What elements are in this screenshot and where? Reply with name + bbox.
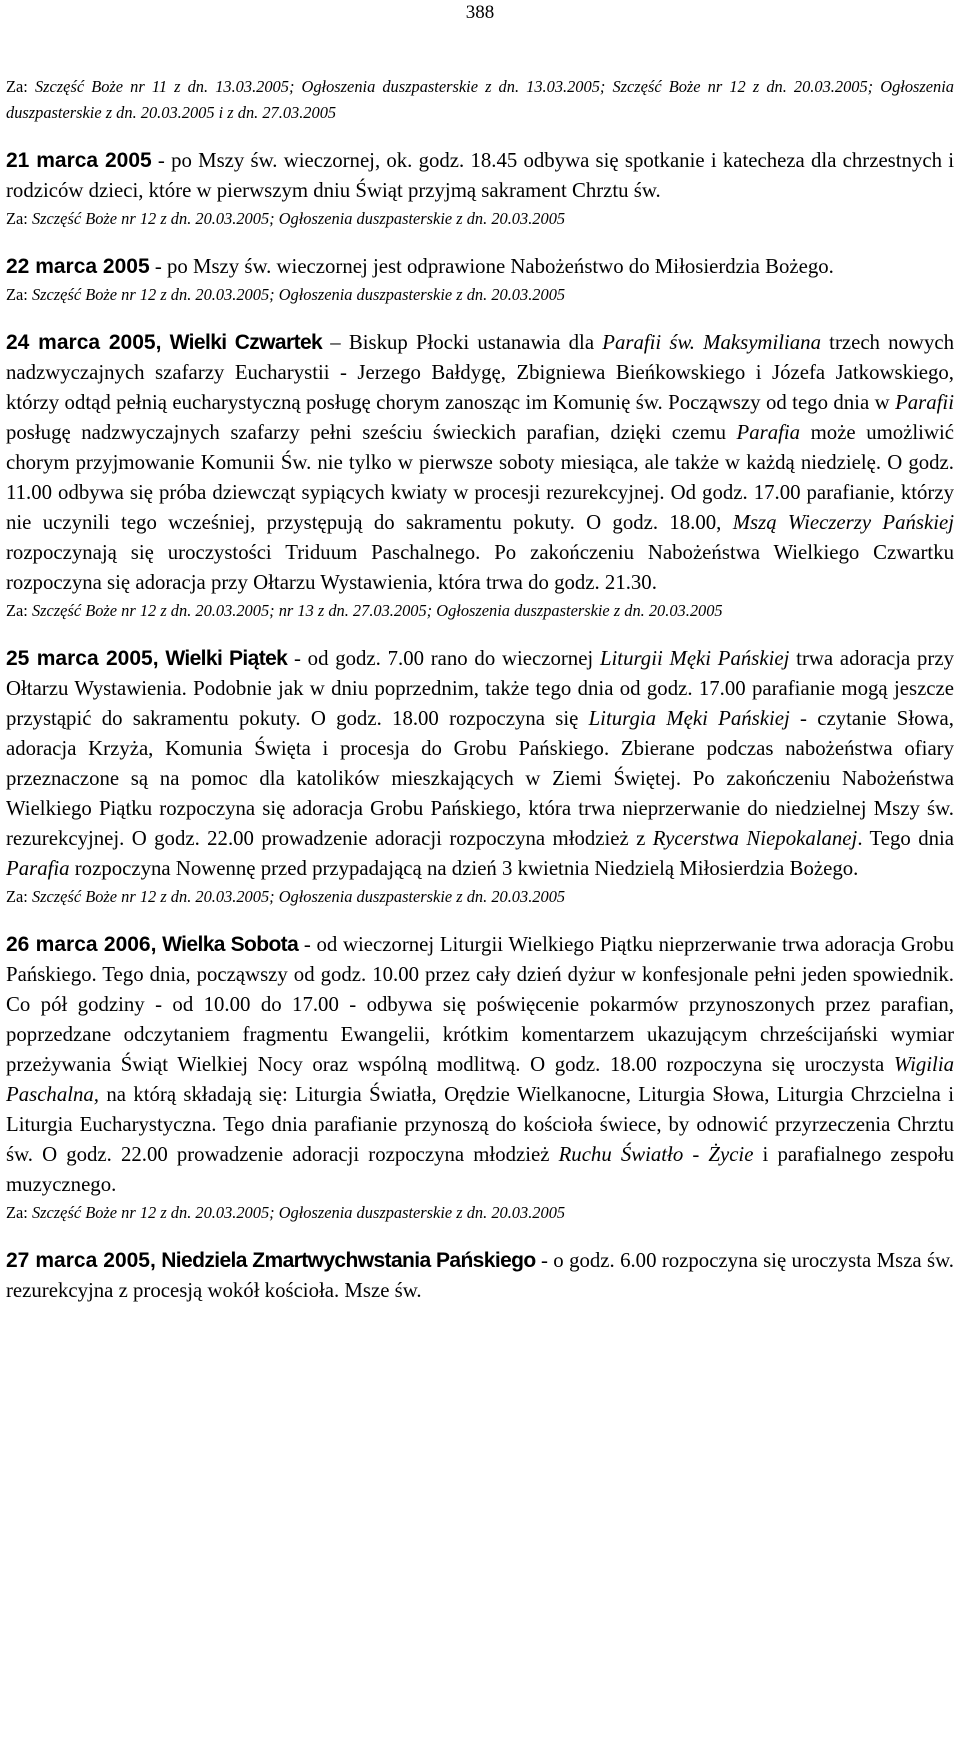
entry-text: trzech nowych nadzwyczajnych szafarzy Eucharystii - Jerzego Bałdygę, Zbigniewa Bieńkowskiego i Józefa Jatkowskiego, którzy odtąd pełnią eucharystyczną posługę chorym zanosząc im Komunię św. Począwszy od tego dnia w [6,331,954,414]
source-text: Szczęść Boże nr 12 z dn. 20.03.2005; Ogłoszenia duszpasterskie z dn. 20.03.2005 [31,887,566,906]
entry-feast: Wielka Sobota [162,933,299,956]
entry-italic: Parafia [736,421,801,444]
entry-text: - od godz. 7.00 rano do wieczornej [287,647,600,670]
entry-text: posługę nadzwyczajnych szafarzy pełni sześciu świeckich parafian, dzięki czemu [6,421,737,444]
entry-italic: Liturgia Męki Pańskiej [588,707,790,730]
entry-italic: Parafii [895,391,954,414]
entry-italic: Mszą Wieczerzy Pańskiej [732,511,955,534]
entry-text: - od wieczornej Liturgii Wielkiego Piątku nieprzerwanie trwa adoracja Grobu Pańskiego. Tego dnia, począwszy od godz. 10.00 przez cały dzień dyżur w konfesjonale pełni jeden spowiednik. Co pół godziny - od 10.00 do 17.00 - odbywa się poświęcenie pokarmów przynoszonych przez parafian, poprzedzane odczytaniem fragmentu Ewangelii, krótkim komentarzem ukazującym chrześcijański wymiar przeżywania Świąt Wielkiej Nocy oraz wspólną modlitwą. O godz. 18.00 rozpoczyna się uroczysta [6,933,954,1076]
source-text: Szczęść Boże nr 12 z dn. 20.03.2005; Ogłoszenia duszpasterskie z dn. 20.03.2005 [31,285,566,304]
entry-text: - po Mszy św. wieczornej, ok. godz. 18.45 odbywa się spotkanie i katecheza dla chrzestnych i rodziców dzieci, które w pierwszym dniu Świąt przyjmą sakrament Chrztu św. [6,149,954,202]
source-label: Za: [6,601,28,620]
entry-source [6,206,954,232]
entry-text: i parafialnego zespołu muzycznego. [6,1143,955,1196]
source-label: Za: [6,1203,28,1222]
entry-text: . Tego dnia [857,827,954,850]
entry-27-march [6,1246,954,1306]
entry-date: 21 marca 2005 [6,149,152,172]
entry-21-march [6,146,954,206]
entry-text: - o godz. 6.00 rozpoczyna się uroczysta Msza św. rezurekcyjna z procesją wokół kościoła. Msze św. [6,1249,955,1302]
source-label: Za: [6,887,28,906]
document-body [6,74,954,1306]
entry-text: rozpoczynają się uroczystości Triduum Paschalnego. Po zakończeniu Nabożeństwa Wielkiego Czwartku rozpoczyna się adoracja przy Ołtarzu Wystawienia, która trwa do godz. 21.30. [6,541,954,594]
entry-25-march [6,644,954,884]
entry-text: rozpoczyna Nowennę przed przypadającą na dzień 3 kwietnia Niedzielą Miłosierdzia Bożego. [69,857,859,880]
entry-text: trwa adoracja przy Ołtarzu Wystawienia. Podobnie jak w dniu poprzednim, także tego dnia od godz. 17.00 parafianie mogą jeszcze przystąpić do sakramentu pokuty. O godz. 18.00 rozpoczyna się [6,647,954,730]
entry-feast: Wielki Piątek [165,647,288,670]
entry-26-march [6,930,954,1200]
source-text: Szczęść Boże nr 12 z dn. 20.03.2005; Ogłoszenia duszpasterskie z dn. 20.03.2005 [31,209,566,228]
entry-source [6,282,954,308]
entry-text: – Biskup Płocki ustanawia dla [322,331,603,354]
entry-feast: Wielki Czwartek [169,331,323,354]
entry-date: 24 marca 2005, [6,331,162,354]
source-label: Za: [6,209,28,228]
entry-source [6,1200,954,1226]
entry-feast: Niedziela Zmartwychwstania Pańskiego [161,1249,536,1272]
page-number: 388 [465,2,495,23]
entry-22-march [6,252,954,282]
entry-italic: Ruchu Światło - Życie [558,1143,754,1166]
source-text: Szczęść Boże nr 12 z dn. 20.03.2005; Ogłoszenia duszpasterskie z dn. 20.03.2005 [31,1203,566,1222]
entry-source [6,884,954,910]
source-label: Za: [6,285,28,304]
entry-date: 27 marca 2005, [6,1249,156,1272]
entry-text: może umożliwić chorym przyjmowanie Komunii Św. nie tylko w pierwsze soboty miesiąca, ale także w każdą niedzielę. O godz. 11.00 odbywa się próba dziewcząt sypiących kwiaty w procesji rezurekcyjnej. Od godz. 17.00 parafianie, którzy nie uczynili tego wcześniej, przystępują do sakramentu pokuty. O godz. 18.00, [6,421,954,534]
source-label: Za: [6,77,28,96]
source-text: Szczęść Boże nr 12 z dn. 20.03.2005; nr 13 z dn. 27.03.2005; Ogłoszenia duszpasterskie z dn. 20.03.2005 [31,601,723,620]
entry-source [6,598,954,624]
entry-italic: Wigilia Paschalna, [6,1053,954,1106]
entry-text: na którą składają się: Liturgia Światła, Orędzie Wielkanocne, Liturgia Słowa, Liturgia Chrzcielna i Liturgia Eucharystyczna. Tego dnia parafianie przynoszą do kościoła świece, by odnowić przyrzeczenia Chrztu św. O godz. 22.00 prowadzenie adoracji rozpoczyna młodzież [6,1083,954,1166]
entry-italic: Liturgii Męki Pańskiej [599,647,790,670]
entry-text: - czytanie Słowa, adoracja Krzyża, Komunia Święta i procesja do Grobu Pańskiego. Zbierane podczas nabożeństwa ofiary przeznaczone są na pomoc dla katolików mieszkających w Ziemi Świętej. Po zakończeniu Nabożeństwa Wielkiego Piątku rozpoczyna się adoracja Grobu Pańskiego, która trwa nieprzerwanie do niedzielnej Mszy św. rezurekcyjnej. O godz. 22.00 prowadzenie adoracji rozpoczyna młodzież z [6,707,954,850]
entry-italic: Parafii św. Maksymiliana [602,331,821,354]
entry-date: 25 marca 2005, [6,647,159,670]
entry-date: 26 marca 2006, [6,933,157,956]
source-text: Szczęść Boże nr 11 z dn. 13.03.2005; Ogłoszenia duszpasterskie z dn. 13.03.2005; Szczęść Boże nr 12 z dn. 20.03.2005; Ogłoszenia duszpasterskie z dn. 20.03.2005 i z dn. 27.03.2005 [6,77,954,122]
entry-italic: Parafia [6,857,70,880]
entry-24-march [6,328,954,598]
entry-date: 22 marca 2005 [6,255,150,278]
intro-source [6,74,954,126]
entry-italic: Rycerstwa Niepokalanej [652,827,858,850]
entry-text: - po Mszy św. wieczornej jest odprawione Nabożeństwo do Miłosierdzia Bożego. [149,255,834,278]
